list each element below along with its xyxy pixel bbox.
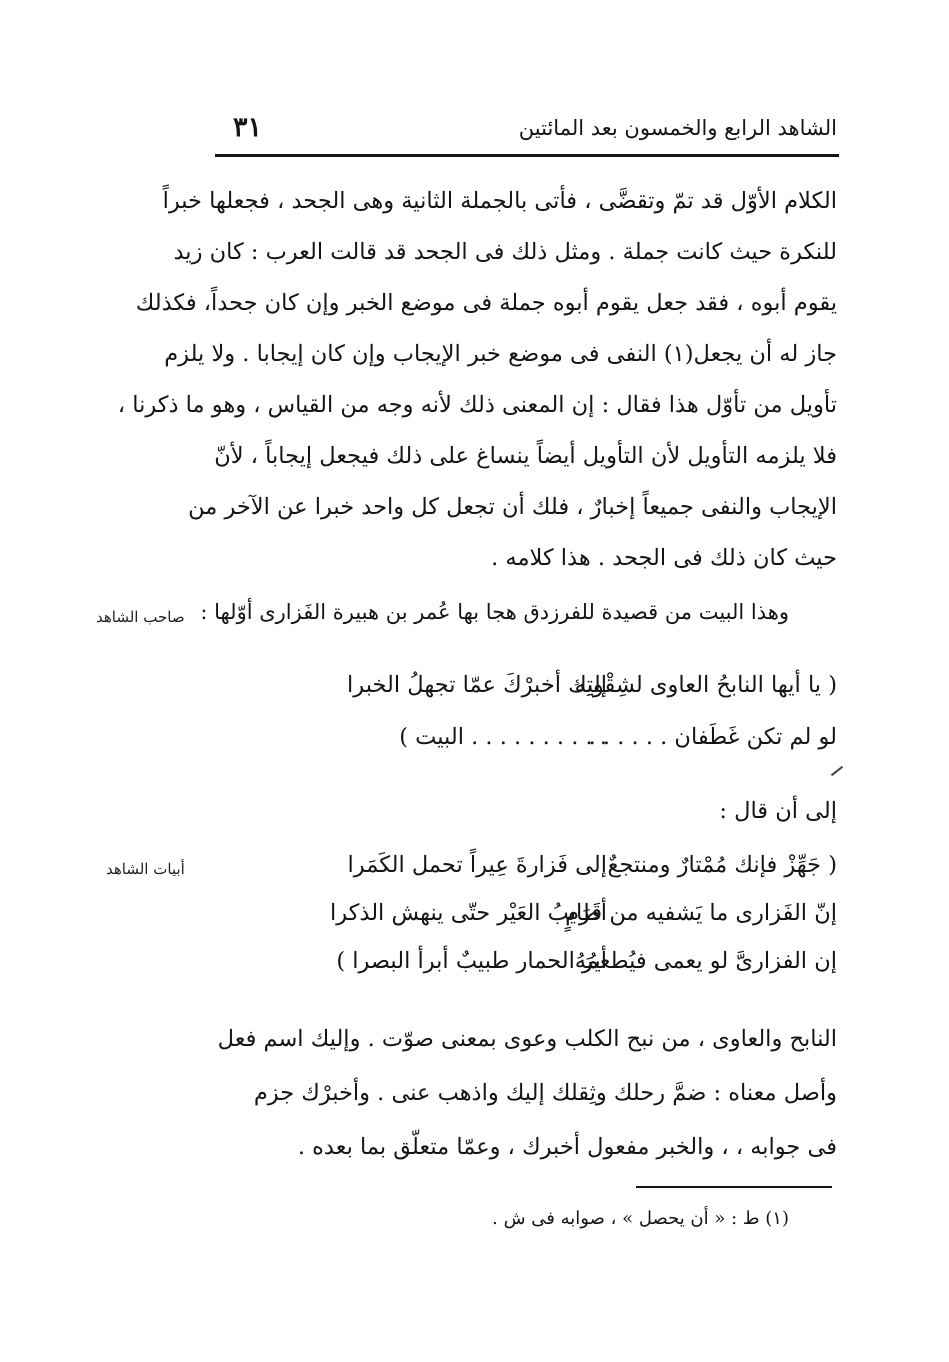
running-title: الشاهد الرابع والخمسون بعد المائتين bbox=[518, 116, 837, 140]
page-header bbox=[215, 108, 837, 154]
poem-introduction: وهذا البيت من قصيدة للفرزدق هجا بها عُمر بن هبيرة الفَزارى أوّلها : bbox=[200, 600, 789, 624]
text-line: فلا يلزمه التأويل لأن التأويل أيضاً ينساغ على ذلك فيجعل إيجاباً ، لأنّ bbox=[214, 443, 837, 469]
text-line: الكلام الأوّل قد تمّ وتقضَّى ، فأتى بالجملة الثانية وهى الجحد ، فجعلها خبراً bbox=[162, 188, 837, 214]
second-hemistich: إلى فَزارةَ عِيراً تحمل الكَمَرا bbox=[347, 852, 607, 878]
verse-row bbox=[0, 672, 949, 718]
margin-note-poet: صاحب الشاهد bbox=[96, 608, 185, 626]
commentary-paragraph bbox=[117, 176, 837, 584]
verse-row bbox=[0, 724, 949, 770]
text-line: يقوم أبوه ، فقد جعل يقوم أبوه جملة فى موضع الخبر وإن كان جحداً، فكذلك bbox=[135, 290, 837, 316]
text-line: حيث كان ذلك فى الجحد . هذا كلامه . bbox=[491, 545, 837, 571]
footnote: (١) ط : « أن يحصل » ، صوابه فى ش . bbox=[492, 1208, 789, 1229]
header-rule bbox=[215, 154, 839, 157]
text-line: فى جوابه ، ، والخبر مفعول أخبرك ، وعمّا متعلّق بما بعده . bbox=[297, 1134, 837, 1160]
text-line: جاز له أن يجعل(١) النفى فى موضع خبر الإيجاب وإن كان إيجابا . ولا يلزم bbox=[164, 341, 837, 367]
text-line: وأصل معناه : ضمَّ رحلك وثِقلك إليك واذهب عنى . وأخبرْك جزم bbox=[253, 1080, 837, 1106]
footnote-rule bbox=[636, 1186, 832, 1188]
second-hemistich: إليك أخبرْكَ عمّا تجهلُ الخبرا bbox=[347, 672, 607, 698]
text-line: الإيجاب والنفى جميعاً إخبارٌ ، فلك أن تجعل كل واحد خبرا عن الآخر من bbox=[188, 494, 837, 520]
first-hemistich: ( يا أيها النابحُ العاوى لشِقْوتِه bbox=[574, 672, 837, 698]
first-hemistich: ( جَهِّزْ فإنك مُمْتارٌ ومنتجعٌ bbox=[607, 852, 837, 878]
second-hemistich: أيرَ الحمار طبيبٌ أبرأ البصرا ) bbox=[336, 948, 607, 974]
first-hemistich: لو لم تكن غَطَفان . . . . . . bbox=[588, 724, 837, 750]
verse-row bbox=[0, 900, 949, 946]
second-hemistich: أطايبُ العَيْر حتّى ينهش الذكرا bbox=[330, 900, 607, 926]
explanation-paragraph bbox=[215, 1012, 837, 1174]
margin-note-verses: أبيات الشاهد bbox=[106, 860, 185, 878]
text-line: النابح والعاوى ، من نبح الكلب وعوى بمعنى صوّت . وإليك اسم فعل bbox=[217, 1026, 837, 1052]
first-hemistich: إنّ الفَزارى ما يَشفيه من قَرَمٍ bbox=[565, 900, 837, 926]
verse-row bbox=[0, 852, 949, 898]
verse-row bbox=[0, 948, 949, 994]
text-line: للنكرة حيث كانت جملة . ومثل ذلك فى الجحد قد قالت العرب : كان زيد bbox=[173, 239, 837, 265]
text-line: تأويل من تأوّل هذا فقال : إن المعنى ذلك لأنه وجه من القياس ، وهو ما ذكرنا ، bbox=[117, 392, 837, 418]
transition-phrase: إلى أن قال : bbox=[719, 798, 837, 824]
first-hemistich: إن الفزارىَّ لو يعمى فيُطعمُهُ bbox=[574, 948, 837, 974]
page-number: ٣١ bbox=[233, 112, 263, 143]
second-hemistich: . . . . . . . . . . البيت ) bbox=[399, 724, 607, 750]
